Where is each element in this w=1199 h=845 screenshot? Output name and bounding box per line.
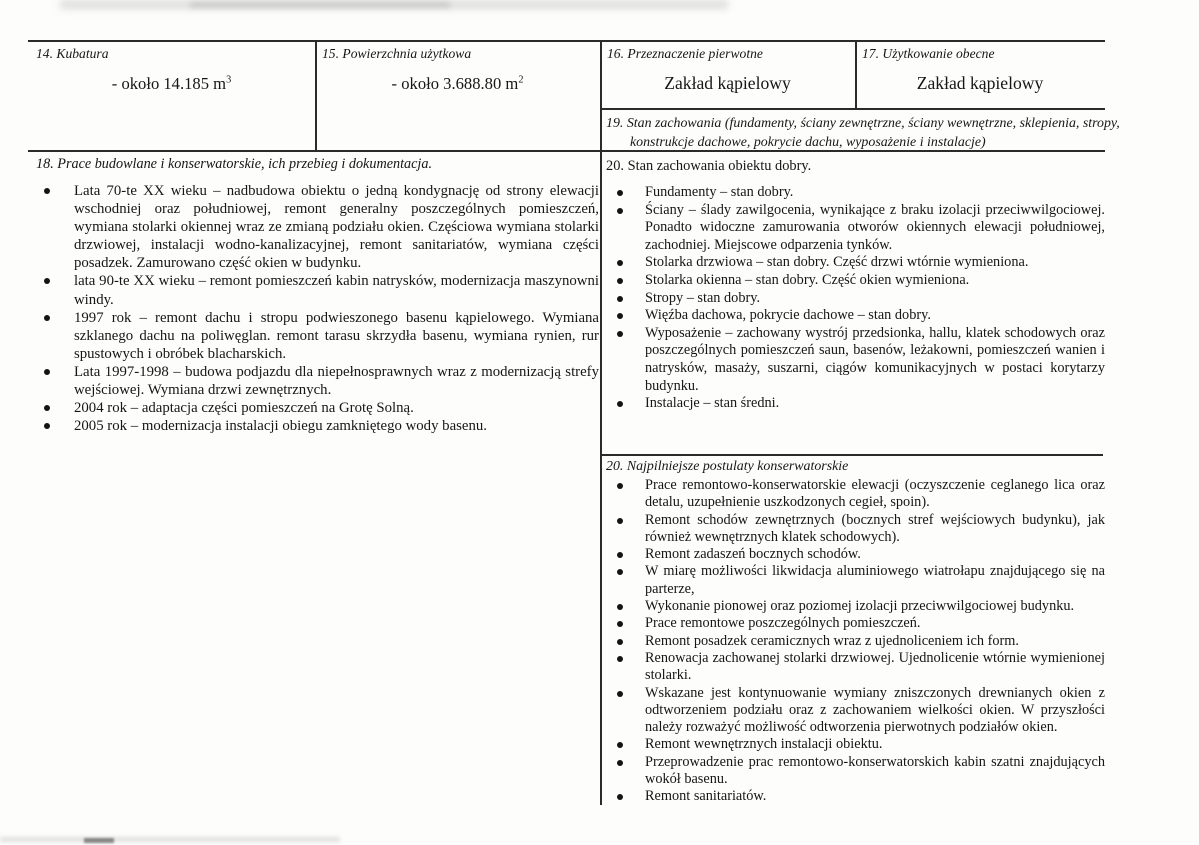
field-16-label: 16. Przeznaczenie pierwotne [607,46,763,61]
list-item-text: Remont posadzek ceramicznych wraz z ujednoliceniem ich form. [645,632,1019,649]
list-item-text: Wyposażenie – zachowany wystrój przedsionka, hallu, klatek schodowych oraz poszczególnych pomieszczeń saun, basenów, leżakowni, pomieszczeń wanien i natrysków, masaży, suszarni, ciągów komunikacyjnych w postaci korytarzy budynku. [645,324,1105,394]
field-16-value: Zakład kąpielowy [664,73,791,93]
divider-14-15 [315,40,317,152]
scan-smudge-top-dark [190,2,450,8]
list-item-text: Remont sanitariatów. [645,788,767,805]
list-item [35,363,599,399]
list-item-text: Lata 70-te XX wieku – nadbudowa obiektu o jedną kondygnację od strony elewacji wschodniej oraz południowej, remont generalny poszczególnych pomieszczeń, wymiana stolarki okiennej wraz ze zmianą podziału okien. Częściowa wymiana stolarki drzwiowej, instalacji wodno-kanalizacyjnej, remont sanitariatów, wymiana części posadzek. Zamurowano część okien w budynku. [74,183,599,272]
field-14-label: 14. Kubatura [36,46,109,61]
list-item-text: Remont wewnętrznych instalacji obiektu. [645,736,883,753]
list-item [608,254,1105,272]
scan-smudge-bottom [0,837,340,842]
section-20b-header: 20. Najpilniejsze postulaty konserwatorskie [606,459,849,474]
bullet-icon [44,188,50,194]
list-item [608,184,1105,202]
list-item [35,399,599,417]
bullet-icon [617,313,623,319]
bullet-icon [44,369,50,375]
bullet-icon [617,278,623,284]
field-15-value-sup: 2 [518,74,524,86]
bullet-icon [617,742,623,748]
list-item [608,788,1105,805]
list-item [608,512,1105,547]
list-item [608,325,1105,395]
field-14-value [28,74,315,94]
bullet-icon [617,691,623,697]
field-14-value-text: - około 14.185 m [111,74,227,93]
bullet-icon [617,260,623,266]
field-17-value: Zakład kąpielowy [916,73,1044,93]
list-item-text: Prace remontowe poszczególnych pomieszczeń. [645,615,921,632]
list-item-text: Renowacja zachowanej stolarki drzwiowej. Ujednolicenie wtórnie wymienionej stolarki. [645,649,1105,684]
list-item-text: Wskazane jest kontynuowanie wymiany zniszczonych drewnianych okien z odtworzeniem podziału oraz z zachowaniem wielkości okien. W przyszłości należy rozważyć możliwość odtworzenia pierwotnych podziałów okien. [645,684,1105,736]
bullet-icon [44,278,50,284]
bullet-icon [617,296,623,302]
list-item-text: Lata 1997-1998 – budowa podjazdu dla niepełnosprawnych wraz z modernizacją strefy wejściowej. Wymiana drzwi zewnętrznych. [74,363,599,399]
list-item-text: lata 90-te XX wieku – remont pomieszczeń kabin natrysków, modernizacja maszynowni windy. [74,273,599,308]
list-item [608,395,1105,413]
list-item-text: Więźba dachowa, pokrycie dachowe – stan dobry. [645,307,931,324]
section-20b-list [608,477,1105,806]
list-item [35,182,599,272]
bullet-icon [617,656,623,662]
list-item [608,563,1105,598]
list-item [608,290,1105,308]
bullet-icon [617,401,623,407]
list-item-text: Ściany – ślady zawilgocenia, wynikające z braku izolacji przeciwwilgociowej. Ponadto widoczne zamurowania otworów okiennych elewacji południowej, zachodniej. Miejscowe odparzenia tynków. [645,201,1105,253]
scan-smudge-bottom-dark [84,838,114,843]
list-item [608,546,1105,563]
list-item-text: W miarę możliwości likwidacja aluminiowego wiatrołapu znajdującego się na parterze, [645,563,1105,597]
section-20a-list [608,184,1105,413]
bullet-icon [44,423,50,429]
bullet-icon [617,760,623,766]
list-item [608,633,1105,650]
list-item-text: Stropy – stan dobry. [645,289,761,306]
list-item-text: Remont schodów zewnętrznych (bocznych stref wejściowych budynku), jak również wewnętrznych klatek schodowych). [645,511,1105,545]
bullet-icon [617,621,623,627]
section-19-header: 19. Stan zachowania (fundamenty, ściany zewnętrzne, ściany wewnętrzne, sklepienia, stropy, konstrukcje dachowe, pokrycie dachu, wyposażenie i instalacje) [606,116,1120,150]
list-item-text: Wykonanie pionowej oraz poziomej izolacji przeciwwilgociowej budynku. [645,598,1075,615]
bullet-icon [617,331,623,337]
rule-below-16-17 [600,108,1105,110]
list-item-text: 2004 rok – adaptacja części pomieszczeń na Grotę Solną. [74,400,414,417]
bullet-icon [617,483,623,489]
bullet-icon [44,315,50,321]
list-item [608,685,1105,737]
list-item-text: Stolarka okienna – stan dobry. Część okien wymieniona. [645,271,970,288]
list-item [608,598,1105,615]
list-item-text: 1997 rok – remont dachu i stropu podwieszonego basenu kąpielowego. Wymiana szklanego dachu na poliwęglan. remont tarasu skrzydła basenu, wymiana rynien, rur spustowych i obróbek blacharskich. [74,309,599,362]
list-item [608,650,1105,685]
bullet-icon [617,639,623,645]
field-15-value [315,74,600,94]
section-18-list [35,182,599,435]
list-item [608,477,1105,512]
list-item-text: Instalacje – stan średni. [645,395,780,412]
bullet-icon [617,794,623,800]
bullet-icon [617,552,623,558]
list-item-text: Stolarka drzwiowa – stan dobry. Część drzwi wtórnie wymieniona. [645,254,1029,271]
bullet-icon [617,518,623,524]
rule-above-postulaty [600,454,1103,456]
list-item [35,417,599,435]
list-item [608,202,1105,255]
field-14-value-sup: 3 [226,74,232,86]
field-17-label: 17. Użytkowanie obecne [862,46,995,61]
rule-top [28,40,1105,42]
bullet-icon [617,190,623,196]
list-item-text: Remont zadaszeń bocznych schodów. [645,546,861,563]
bullet-icon [44,405,50,411]
list-item-text: Fundamenty – stan dobry. [645,184,794,200]
bullet-icon [617,604,623,610]
list-item [608,615,1105,632]
section-18-header: 18. Prace budowlane i konserwatorskie, ich przebieg i dokumentacja. [36,156,432,172]
list-item [35,309,599,363]
field-15-value-text: - około 3.688.80 m [391,74,519,93]
list-item [608,272,1105,290]
divider-center [600,40,602,805]
field-15-label: 15. Powierzchnia użytkowa [322,46,472,61]
list-item-text: Prace remontowo-konserwatorskie elewacji (oczyszczenie ceglanego lica oraz detalu, uzupełnienie uszkodzonych cegieł, spoin). [645,477,1105,511]
list-item [35,272,599,308]
list-item [608,754,1105,789]
list-item-text: 2005 rok – modernizacja instalacji obiegu zamkniętego wody basenu. [74,418,487,435]
list-item-text: Przeprowadzenie prac remontowo-konserwatorskich kabin szatni znajdujących wokół basenu. [645,753,1105,788]
bullet-icon [617,208,623,214]
list-item [608,736,1105,753]
list-item [608,307,1105,325]
bullet-icon [617,569,623,575]
section-20a-header: 20. Stan zachowania obiektu dobry. [606,158,812,174]
